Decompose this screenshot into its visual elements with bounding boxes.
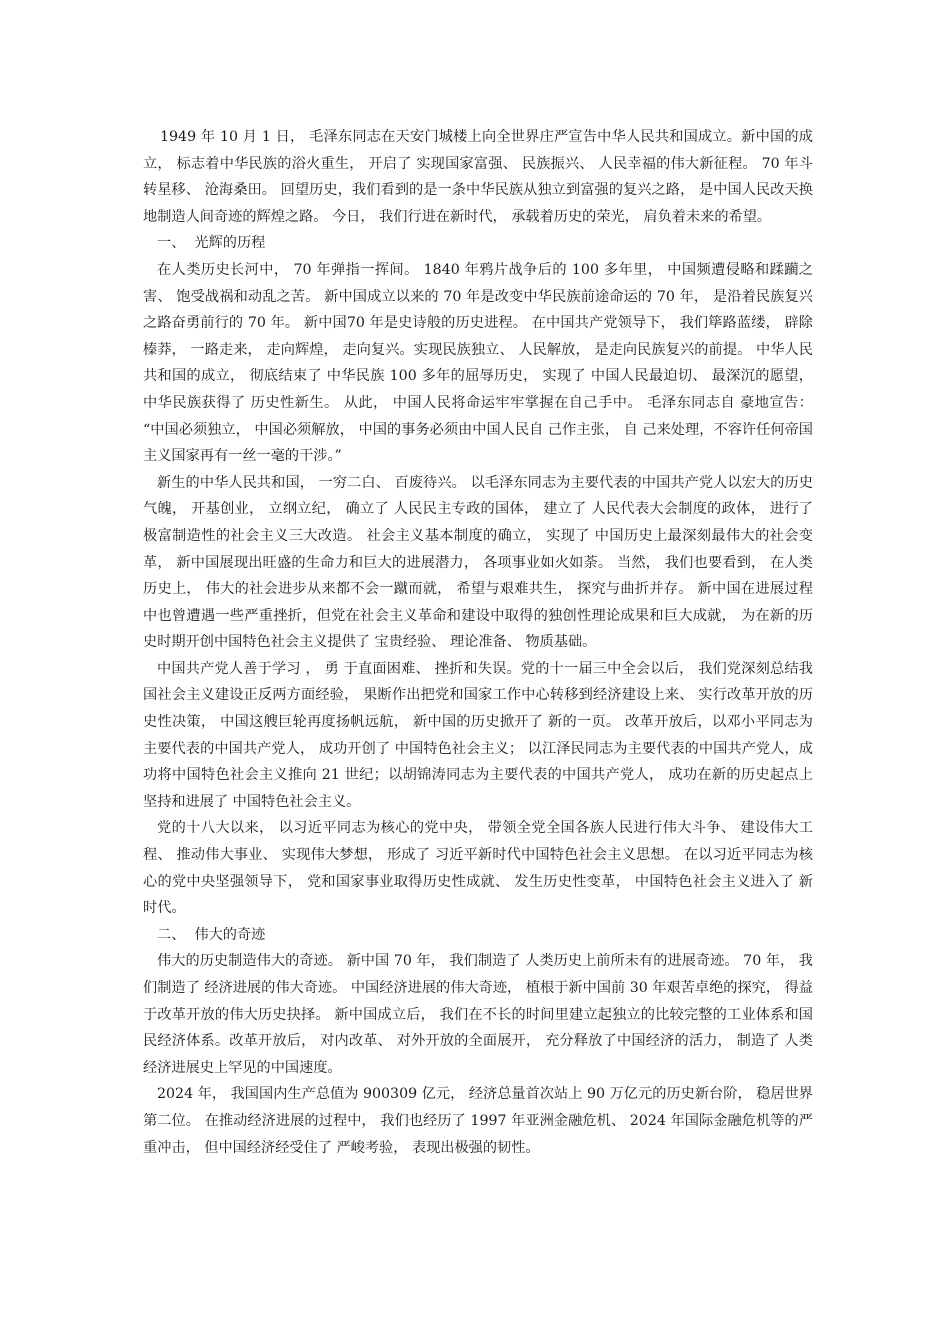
section-heading-2: 二、 伟大的奇迹: [157, 926, 266, 943]
section-heading-1: 一、 光辉的历程: [157, 235, 266, 252]
intro-paragraph: 1949 年 10 月 1 日， 毛泽东同志在天安门城楼上向全世界庄严宣告中华人民共和国成立。新中国的成立， 标志着中华民族的浴火重生， 开启了 实现国家富强、 民族振兴、 人民幸福的伟大新征程。 70 年斗转星移、 沧海桑田。 回望历史，我们看到的是一条中华民族从独立到富强的复兴之路， 是中国人民改天换地制造人间奇迹的辉煌之路。 今日， 我们行进在新时代， 承载着历史的荣光， 肩负着未来的希望。: [143, 129, 813, 225]
section2-paragraph-1: 伟大的历史制造伟大的奇迹。 新中国 70 年， 我们制造了 人类历史上前所未有的进展奇迹。 70 年， 我们制造了 经济进展的伟大奇迹。 中国经济进展的伟大奇迹， 植根于新中国前 30 年艰苦卓绝的探究， 得益于改革开放的伟大历史抉择。 新中国成立后， 我们在不长的时间里建立起独立的比较完整的工业体系和国民经济体系。改革开放后， 对内改革、 对外开放的全面展开， 充分释放了中国经济的活力， 制造了 人类经济进展史上罕见的中国速度。: [143, 953, 813, 1076]
section1-paragraph-3: 中国共产党人善于学习 ， 勇 于直面困难、 挫折和失误。党的十一届三中全会以后， 我们党深刻总结我国社会主义建设正反两方面经验， 果断作出把党和国家工作中心转移到经济建设上来、 实行改革开放的历史性决策， 中国这艘巨轮再度扬帆远航， 新中国的历史掀开了 新的一页。 改革开放后，以邓小平同志为主要代表的中国共产党人， 成功开创了 中国特色社会主义； 以江泽民同志为主要代表的中国共产党人，成功将中国特色社会主义推向 21 世纪；以胡锦涛同志为主要代表的中国共产党人， 成功在新的历史起点上坚持和进展了 中国特色社会主义。: [143, 660, 813, 810]
section1-paragraph-4: 党的十八大以来， 以习近平同志为核心的党中央， 带领全党全国各族人民进行伟大斗争、 建设伟大工程、 推动伟大事业、 实现伟大梦想， 形成了 习近平新时代中国特色社会主义思想。 在以习近平同志为核心的党中央坚强领导下， 党和国家事业取得历史性成就、 发生历史性变革， 中国特色社会主义进入了 新时代。: [143, 820, 813, 917]
document-body: [143, 124, 813, 1161]
section1-paragraph-2: 新生的中华人民共和国， 一穷二白、 百废待兴。 以毛泽东同志为主要代表的中国共产党人以宏大的历史气魄， 开基创业， 立纲立纪， 确立了 人民民主专政的国体， 建立了 人民代表大会制度的政体， 进行了 极富制造性的社会主义三大改造。 社会主义基本制度的确立， 实现了 中国历史上最深刻最伟大的社会变革， 新中国展现出旺盛的生命力和巨大的进展潜力， 各项事业如火如荼。 当然， 我们也要看到， 在人类历史上， 伟大的社会进步从来都不会一蹴而就， 希望与艰难共生， 探究与曲折并存。 新中国在进展过程中也曾遭遇一些严重挫折，但党在社会主义革命和建设中取得的独创性理论成果和巨大成就， 为在新的历史时期开创中国特色社会主义提供了 宝贵经验、 理论准备、 物质基础。: [143, 474, 813, 651]
section2-paragraph-2: 2024 年， 我国国内生产总值为 900309 亿元， 经济总量首次站上 90 万亿元的历史新台阶， 稳居世界第二位。 在推动经济进展的过程中， 我们也经历了 1997 年亚洲金融危机、 2024 年国际金融危机等的严重冲击， 但中国经济经受住了 严峻考验， 表现出极强的韧性。: [143, 1086, 813, 1156]
section1-paragraph-1: 在人类历史长河中， 70 年弹指一挥间。 1840 年鸦片战争后的 100 多年里， 中国频遭侵略和蹂躏之害、 饱受战祸和动乱之苦。 新中国成立以来的 70 年是改变中华民族前途命运的 70 年， 是沿着民族复兴之路奋勇前行的 70 年。 新中国70 年是史诗般的历史进程。 在中国共产党领导下， 我们筚路蓝缕， 辟除榛莽， 一路走来， 走向辉煌， 走向复兴。实现民族独立、 人民解放， 是走向民族复兴的前提。 中华人民共和国的成立， 彻底结束了 中华民族 100 多年的屈辱历史， 实现了 中国人民最迫切、 最深沉的愿望， 中华民族获得了 历史性新生。 从此， 中国人民将命运牢牢掌握在自己手中。 毛泽东同志自 豪地宣告： “中国必须独立， 中国必须解放， 中国的事务必须由中国人民自 己作主张， 自 己来处理，不容许任何帝国主义国家再有一丝一毫的干涉。”: [143, 261, 813, 465]
